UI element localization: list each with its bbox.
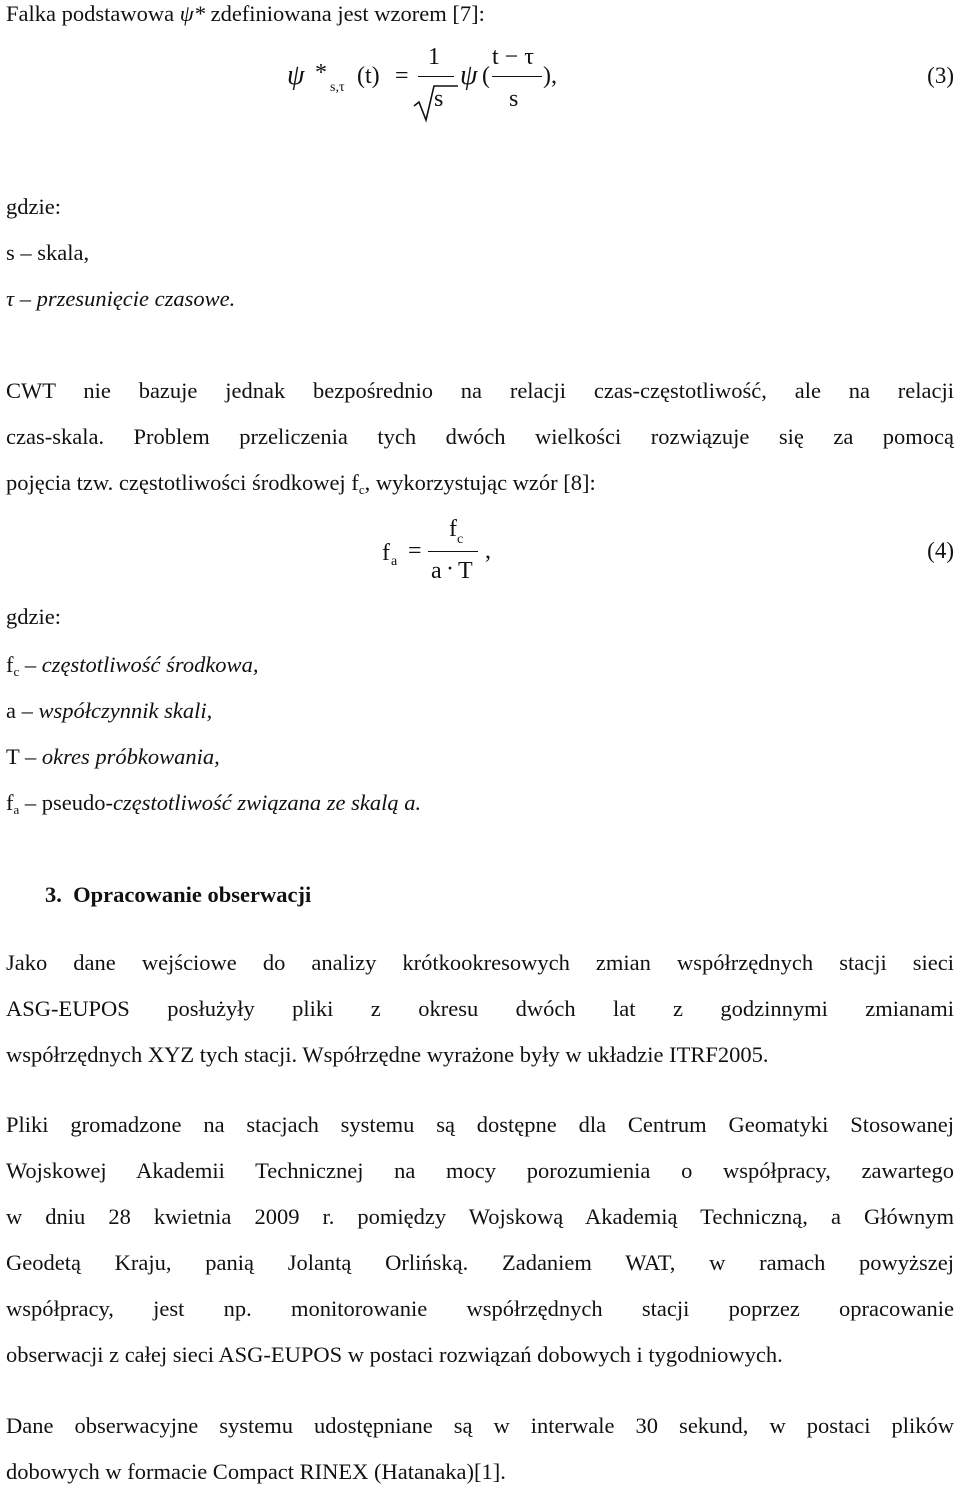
- paragraph-line: w dniu 28 kwietnia 2009 r. pomiędzy Wojskową Akademią Techniczną, a Głównym: [6, 1204, 954, 1229]
- section-title: Opracowanie obserwacji: [73, 882, 312, 907]
- where2-desc-plain: pseudo-: [41, 790, 114, 815]
- paragraph-line: Geodetą Kraju, panią Jolantą Orlińską. Zadaniem WAT, w ramach powyższej: [6, 1250, 954, 1275]
- where-label-2: gdzie:: [6, 604, 61, 629]
- where1-dash: –: [14, 286, 37, 311]
- intro-text-after: zdefiniowana jest wzorem [7]:: [204, 1, 485, 26]
- intro-text-before: Falka podstawowa: [6, 1, 180, 26]
- where2-symbol-subscript: c: [13, 664, 20, 679]
- where1-dash: –: [14, 240, 38, 265]
- where2-symbol-subscript: a: [13, 802, 20, 817]
- paragraph-line: Jako dane wejściowe do analizy krótkookresowych zmian współrzędnych stacji sieci: [6, 950, 954, 975]
- where2-item-fc: [6, 652, 258, 678]
- paragraph-line: współrzędnych XYZ tych stacji. Współrzędne wyrażone były w układzie ITRF2005.: [6, 1042, 769, 1067]
- eq4-denominator-T: T: [458, 558, 473, 584]
- eq3-fraction-numerator: t − τ: [492, 44, 534, 70]
- eq3-fraction-denominator: s: [509, 86, 519, 112]
- where2-symbol: f: [6, 652, 14, 677]
- cwt-line3-before: pojęcia tzw. częstotliwości środkowej f: [6, 470, 359, 495]
- eq3-coef-fraction-bar: [418, 76, 454, 77]
- section-heading: [45, 882, 311, 908]
- cwt-paragraph-line-3: [6, 470, 596, 496]
- where2-item-T: [6, 744, 220, 770]
- cwt-line3-after: , wykorzystując wzór [8]:: [364, 470, 596, 495]
- paragraph-line: Wojskowej Akademii Technicznej na mocy porozumienia o współpracy, zawartego: [6, 1158, 954, 1183]
- paragraph-3: [6, 1403, 954, 1495]
- where2-dash: –: [19, 744, 42, 769]
- where1-desc: skala,: [37, 240, 90, 265]
- eq3-rhs-psi: ψ: [460, 60, 478, 91]
- eq4-denominator-dot: ·: [446, 556, 454, 582]
- where2-symbol: T: [6, 744, 20, 769]
- eq3-number: (3): [927, 63, 954, 88]
- paragraph-line: obserwacji z całej sieci ASG-EUPOS w postaci rozwiązań dobowych i tygodniowych.: [6, 1342, 783, 1367]
- where2-dash: –: [19, 790, 42, 815]
- eq4-fraction-bar: [428, 551, 478, 552]
- where1-symbol: τ: [6, 286, 15, 311]
- eq4-denominator-a: a: [431, 558, 442, 584]
- paragraph-line: ASG-EUPOS posłużyły pliki z okresu dwóch lat z godzinnymi zmianami: [6, 996, 954, 1021]
- eq3-lhs-subscript: s,τ: [330, 80, 345, 95]
- where1-item-scale: [6, 240, 89, 266]
- where2-symbol: a: [6, 698, 16, 723]
- where2-dash: –: [19, 652, 42, 677]
- eq4-lhs-subscript: a: [391, 554, 398, 569]
- where1-desc: przesunięcie czasowe.: [36, 286, 236, 311]
- paragraph-line: Dane obserwacyjne systemu udostępniane są w interwale 30 sekund, w postaci plików: [6, 1413, 954, 1438]
- where2-desc: współczynnik skali,: [38, 698, 213, 723]
- eq3-equals: =: [395, 63, 409, 89]
- cwt-paragraph-line-1: CWT nie bazuje jednak bezpośrednio na relacji czas-częstotliwość, ale na relacji: [6, 378, 954, 403]
- eq4-equals: =: [408, 538, 422, 564]
- where2-dash: –: [16, 698, 39, 723]
- eq3-close-paren: ),: [543, 63, 557, 89]
- where2-item-a: [6, 698, 212, 724]
- paragraph-line: dobowych w formacie Compact RINEX (Hatanaka)[1].: [6, 1459, 506, 1484]
- eq4-numerator-subscript: c: [457, 532, 464, 547]
- eq3-lhs-star: *: [315, 60, 327, 86]
- paragraph-line: współpracy, jest np. monitorowanie współrzędnych stacji poprzez opracowanie: [6, 1296, 954, 1321]
- eq3-coef-numerator: 1: [428, 44, 440, 70]
- where1-item-shift: [6, 286, 235, 312]
- paragraph-line: Pliki gromadzone na stacjach systemu są dostępne dla Centrum Geomatyki Stosowanej: [6, 1112, 954, 1137]
- cwt-paragraph-line-2: czas-skala. Problem przeliczenia tych dwóch wielkości rozwiązuje się za pomocą: [6, 424, 954, 449]
- where2-symbol: f: [6, 790, 14, 815]
- eq4-numerator: f: [449, 516, 457, 542]
- eq4-number: (4): [927, 538, 954, 563]
- paragraph-1: [6, 940, 954, 1078]
- eq4-lhs: f: [382, 540, 390, 566]
- where-label-1: gdzie:: [6, 194, 61, 219]
- eq3-lhs-psi: ψ: [287, 60, 305, 91]
- eq3-fraction-bar: [492, 76, 542, 77]
- where2-desc: częstotliwość środkowa,: [41, 652, 259, 677]
- eq3-lhs-argument: (t): [357, 63, 380, 89]
- where2-desc: okres próbkowania,: [41, 744, 220, 769]
- eq3-coef-denominator: s: [434, 86, 444, 112]
- where2-item-fa: [6, 790, 421, 816]
- paragraph-2: [6, 1102, 954, 1378]
- cwt-line3-subscript: c: [358, 482, 365, 497]
- where1-symbol: s: [6, 240, 15, 265]
- intro-line: [6, 0, 485, 28]
- eq3-open-paren: (: [482, 63, 490, 89]
- section-number: 3.: [45, 882, 62, 907]
- eq4-comma: ,: [485, 538, 491, 564]
- where2-desc: częstotliwość związana ze skalą a.: [113, 790, 422, 815]
- psi-star-symbol: ψ*: [179, 1, 205, 26]
